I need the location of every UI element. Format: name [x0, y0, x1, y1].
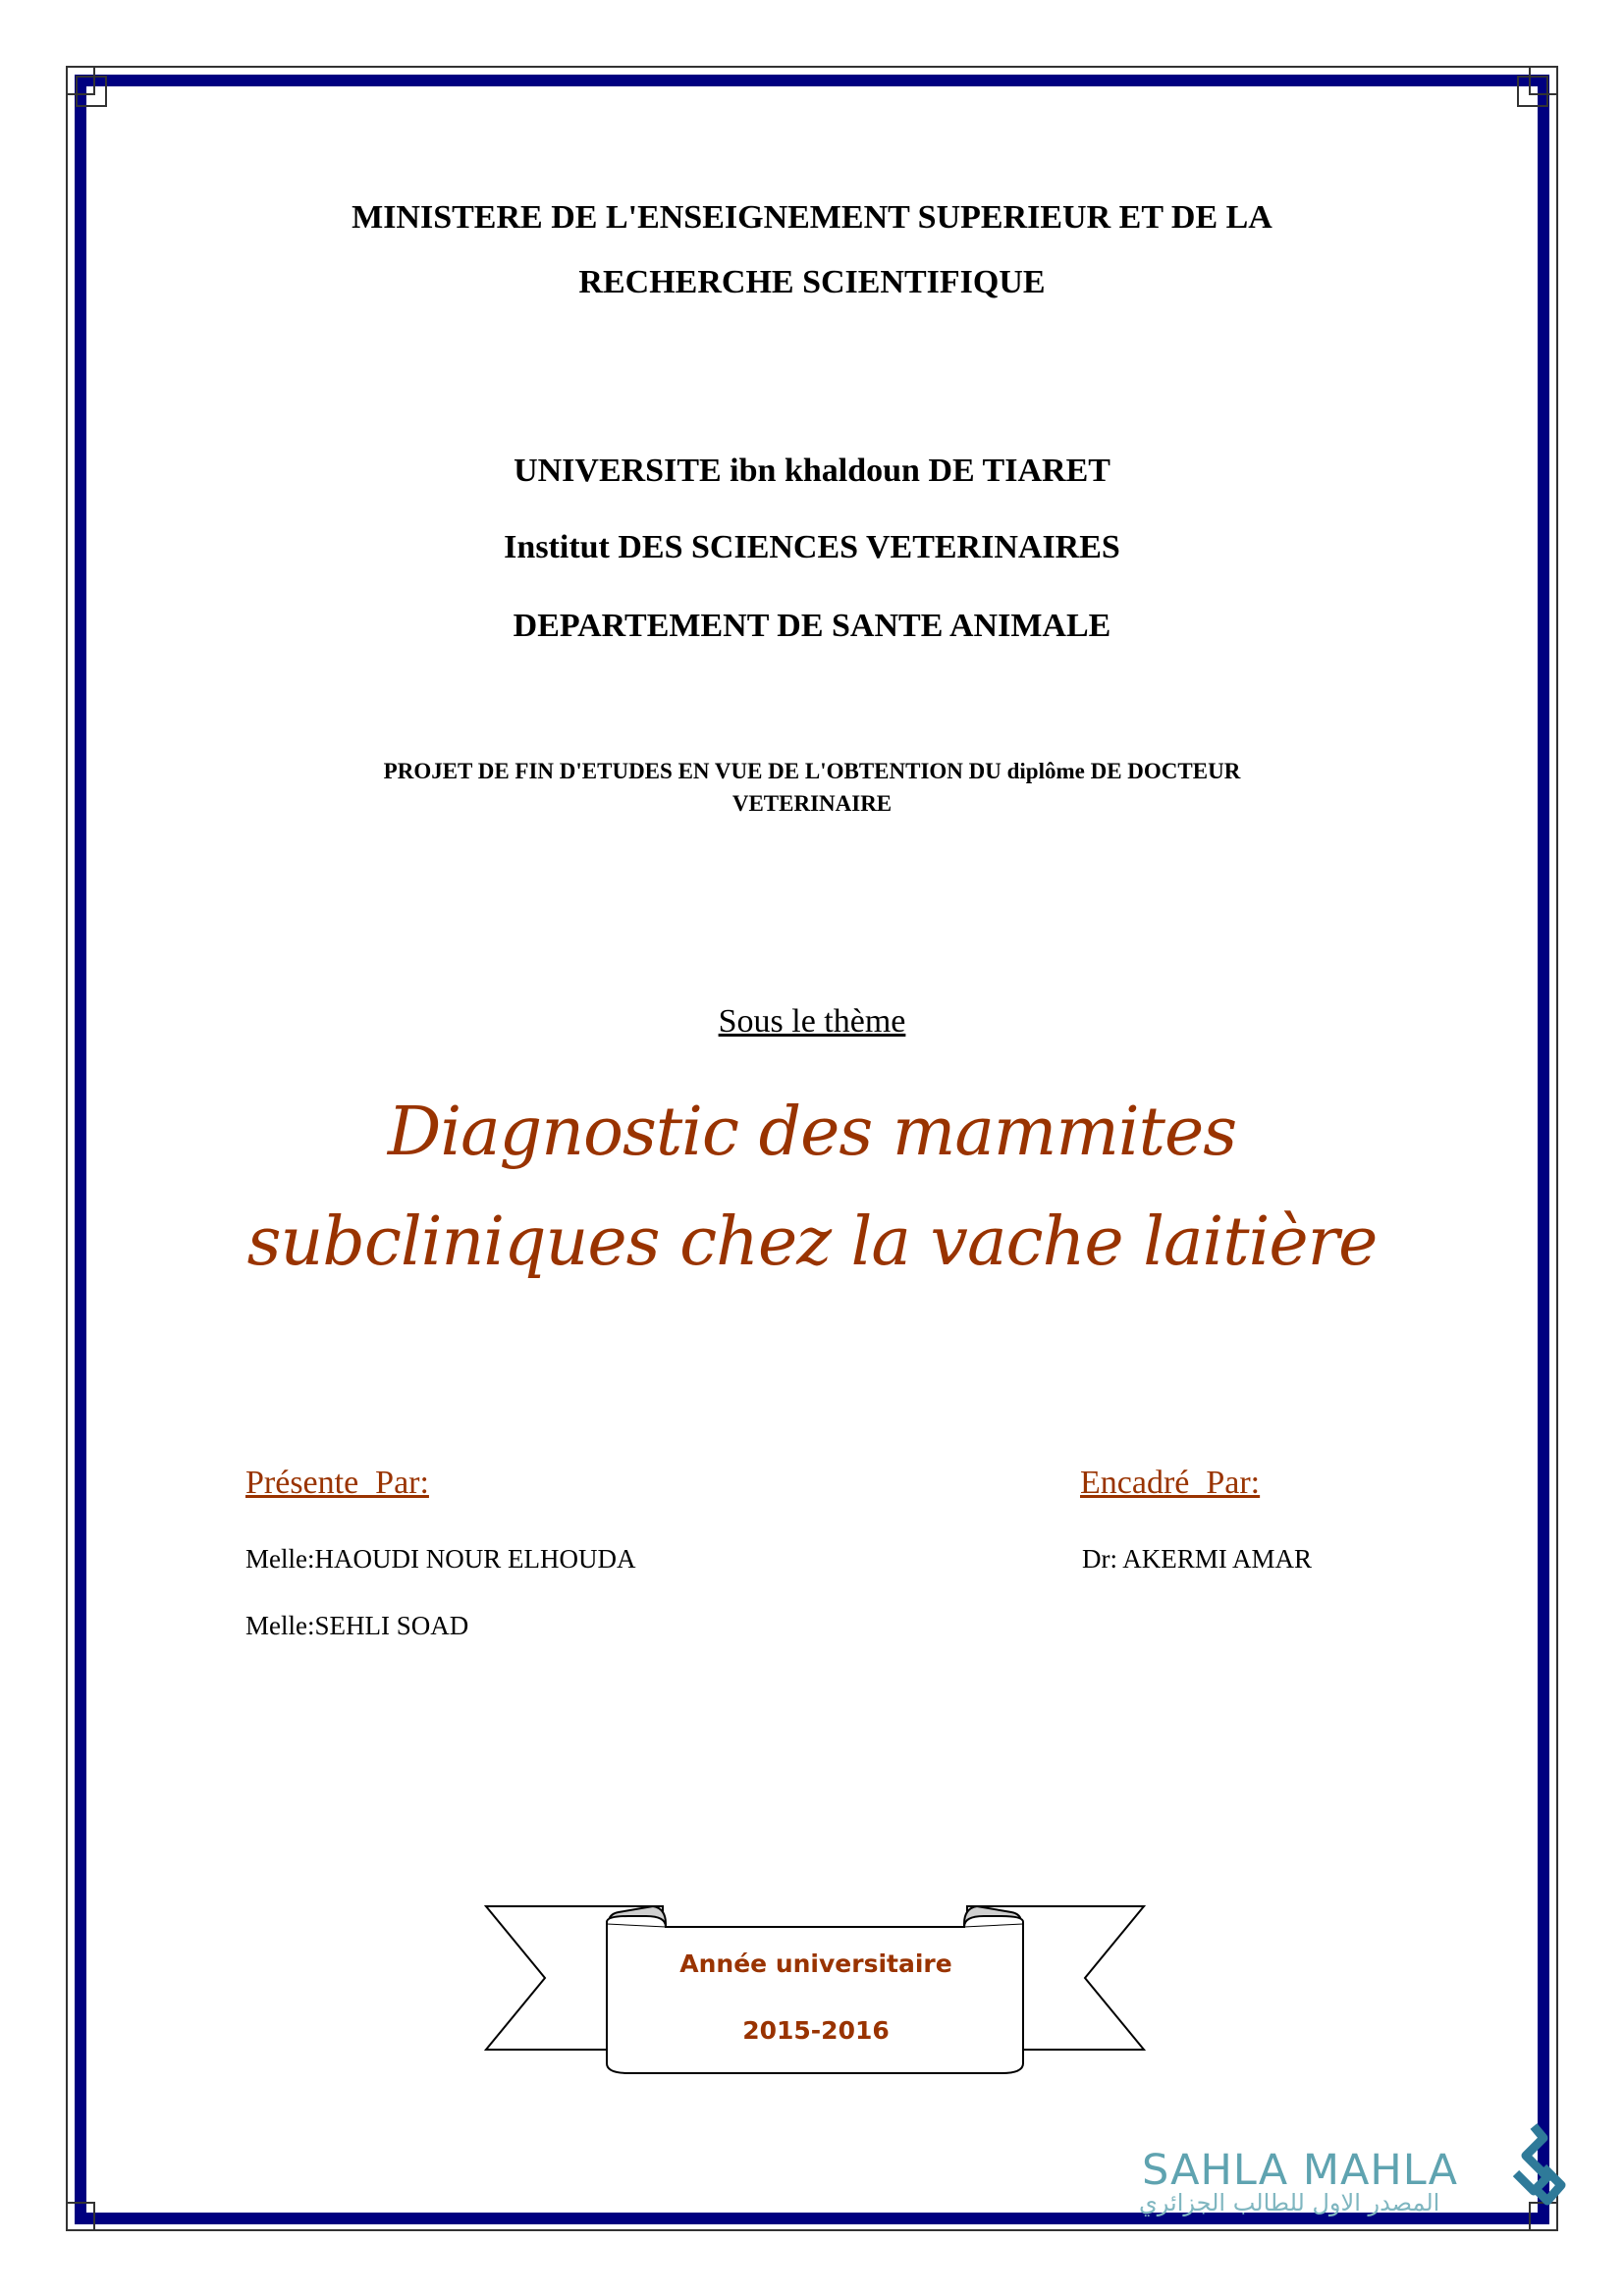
- project-line-2: VETERINAIRE: [731, 791, 893, 816]
- academic-year-value: 2015-2016: [742, 2016, 890, 2045]
- thesis-title-line-1: Diagnostic des mammites: [387, 1094, 1237, 1171]
- academic-year-label: Année universitaire: [679, 1949, 952, 1978]
- student-name-2: Melle:SEHLI SOAD: [245, 1611, 469, 1640]
- presented-by-label: Présente Par:: [245, 1465, 429, 1501]
- thesis-title-line-2: subcliniques chez la vache laitière: [246, 1203, 1378, 1281]
- ministry-line-1: MINISTERE DE L'ENSEIGNEMENT SUPERIEUR ET DE LA: [352, 199, 1272, 236]
- border-corner-ornament-tr-2: [1517, 76, 1548, 107]
- watermark-calligraphy-logo-icon: [1504, 2120, 1575, 2215]
- ribbon-banner-icon: [471, 1895, 1159, 2091]
- supervisor-name: Dr: AKERMI AMAR: [1082, 1544, 1313, 1574]
- watermark-brand: SAHLA MAHLA: [1142, 2146, 1459, 2195]
- border-corner-ornament-tl-2: [76, 76, 107, 107]
- watermark-tagline: المصدر الاول للطالب الجزائري: [1139, 2189, 1440, 2216]
- ministry-line-2: RECHERCHE SCIENTIFIQUE: [578, 264, 1046, 300]
- supervised-by-label: Encadré Par:: [1080, 1465, 1261, 1501]
- project-line-1: PROJET DE FIN D'ETUDES EN VUE DE L'OBTENTION DU diplôme DE DOCTEUR: [383, 759, 1241, 783]
- institute-name: Institut DES SCIENCES VETERINAIRES: [504, 529, 1120, 565]
- border-corner-ornament-bl: [66, 2202, 95, 2231]
- theme-label: Sous le thème: [718, 1003, 906, 1040]
- student-name-1: Melle:HAOUDI NOUR ELHOUDA: [245, 1544, 636, 1574]
- department-name: DEPARTEMENT DE SANTE ANIMALE: [513, 608, 1111, 644]
- university-name: UNIVERSITE ibn khaldoun DE TIARET: [514, 453, 1110, 489]
